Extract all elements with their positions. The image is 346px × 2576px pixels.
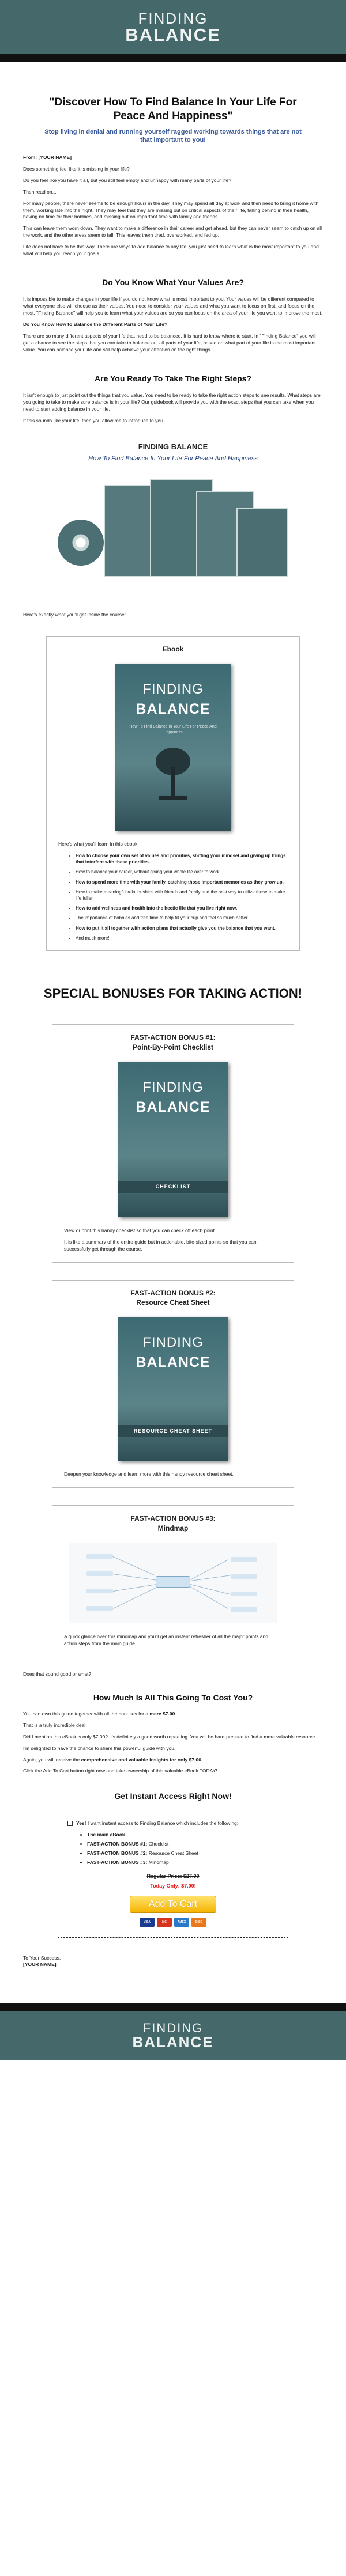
order-heading: Get Instant Access Right Now! <box>114 1791 232 1801</box>
bonus-1-title: FAST-ACTION BONUS #1: <box>130 1033 216 1042</box>
bonuses-heading: SPECIAL BONUSES FOR TAKING ACTION! <box>43 986 303 1001</box>
mindmap-node <box>231 1592 257 1596</box>
order-item-rest: Checklist <box>147 1840 169 1847</box>
ebook-benefit-item: • How to balance your career, without giving your whole life over to work. <box>76 869 288 875</box>
bonus-1-paragraph: It is like a summary of the entire guide but in actionable, bite-sized points so that you can successfully get through the course. <box>64 1238 257 1252</box>
bonus-1-subtitle: Point-By-Point Checklist <box>132 1043 213 1052</box>
ready-heading: Are You Ready To Take The Right Steps? <box>94 373 251 383</box>
ready-paragraph: If this sounds like your life, then you allow me to introduce to you... <box>23 417 167 423</box>
mindmap-link <box>113 1574 156 1581</box>
cost-paragraph: Did I mention this eBook is only $7.00? It's definitely a good worth repeating. You will be hard-pressed to find a more valuable resource. <box>23 1733 317 1740</box>
cover-band-label: RESOURCE CHEAT SHEET <box>118 1425 228 1437</box>
product-subtitle: How To Find Balance In Your Life For Peace And Happiness <box>88 455 258 463</box>
regular-price <box>67 1873 279 1880</box>
site-footer <box>0 2003 346 2060</box>
cover-title-line-2: BALANCE <box>136 1354 210 1370</box>
sound-good-line: Does that sound good or what? <box>23 1670 92 1677</box>
values-paragraph: There are so many different aspects of your life that need to be balanced. It is hard to know where to start. In "Finding Balance" you will get a chance to see the steps that you can take to balance out all parts of your life, based on what part of your life is the most important value. You can balance your life and still help achieve your attention on the right things. <box>23 333 316 353</box>
cost-paragraph <box>23 1711 323 1718</box>
intro-paragraph: This can leave them worn down. They want to make a difference in their career and get ahead, but they can never seem to catch up on all the work, and the other areas seem to fall. This leaves them tired, overworked, and fed up. <box>23 225 322 238</box>
mindmap-link <box>113 1588 156 1609</box>
page-headline: "Discover How To Find Balance In Your Life For Peace And Happiness" <box>49 96 297 122</box>
mindmap-link <box>190 1586 228 1609</box>
cover-title-line-1: FINDING <box>142 1079 204 1095</box>
cover-title-line-1: FINDING <box>142 1335 204 1351</box>
checklist-cover <box>118 1062 228 1217</box>
cost-heading: How Much Is All This Going To Cost You? <box>93 1693 253 1703</box>
cost-text: . <box>175 1711 176 1717</box>
cost-price: mere $7.00 <box>149 1711 175 1717</box>
mindmap-node <box>86 1571 113 1576</box>
cost-paragraph: Click the Add To Cart button right now and take ownership of this valuable eBook TODAY! <box>23 1768 217 1774</box>
bonus-3-paragraph: A quick glance over this mindmap and you'll get an instant refresher of all the major points and action steps from the main guide. <box>64 1633 269 1646</box>
ebook-box <box>46 636 300 951</box>
order-item <box>87 1850 279 1857</box>
add-to-cart-button[interactable]: Add To Cart <box>130 1896 216 1913</box>
bonus-3-title: FAST-ACTION BONUS #3: <box>130 1514 216 1523</box>
ebook-title: Ebook <box>162 645 184 654</box>
cover-title-line-2: BALANCE <box>136 1098 210 1115</box>
order-confirm-detail: I want instant access to Finding Balance which includes the following: <box>86 1820 239 1826</box>
balance-question: Do You Know How to Balance the Different Parts of Your Life? <box>23 321 168 328</box>
intro-paragraph: Does something feel like it is missing in your life? <box>23 165 130 172</box>
mindmap-node <box>86 1589 113 1593</box>
from-line: From: [YOUR NAME] <box>23 154 72 161</box>
cover-title-line-2: BALANCE <box>136 700 210 717</box>
ready-paragraph: It isn't enough to just point out the things that you value. You need to be ready to take the right action steps to see results. What steps are you going to take to make sure balance is in your life? Our guidebook will provide you with the exact steps that you can take when you need to start adding balance in your life. <box>23 392 321 412</box>
order-item <box>87 1859 279 1866</box>
bonus-3-subtitle: Mindmap <box>157 1524 189 1532</box>
payment-card-icon: DISC <box>191 1918 206 1927</box>
cost-paragraph: I'm delighted to have the chance to share this powerful guide with you. <box>23 1745 176 1751</box>
order-box <box>58 1812 288 1938</box>
cheatsheet-cover <box>118 1317 228 1461</box>
ebook-cover <box>115 664 231 831</box>
order-item-strong: The main eBook <box>87 1831 125 1838</box>
payment-cards <box>67 1918 279 1927</box>
regular-price-text: Regular Price: $27.00 <box>146 1873 200 1880</box>
footer-logo-line-2: BALANCE <box>132 2033 214 2051</box>
cover-band-label: CHECKLIST <box>118 1181 228 1193</box>
bonus-2-box <box>52 1280 294 1488</box>
cost-text: You can own this guide together with all the bonuses for a <box>23 1711 150 1717</box>
ebook-benefit-item: • How to spend more time with your family, catching those important memories as they grow up. <box>76 879 288 885</box>
intro-paragraph: Then read on... <box>23 188 57 195</box>
bonus-1-paragraph: View or print this handy checklist so that you can check off each point. <box>64 1228 216 1233</box>
order-item <box>87 1841 279 1848</box>
intro-paragraph: Life does not have to be this way. There are ways to add balance to any life, you just need to learn what is the most important to you and what will help you reach your goals. <box>23 244 319 256</box>
site-header <box>0 0 346 62</box>
order-item-strong: FAST-ACTION BONUS #3: <box>87 1859 148 1865</box>
ebook-benefit-item: • How to put it all together with action plans that actually give you the balance that you want. <box>76 925 288 931</box>
payment-card-icon: MC <box>157 1918 172 1927</box>
bonus-2-subtitle: Resource Cheat Sheet <box>136 1298 210 1307</box>
bonus-1-box <box>52 1024 294 1262</box>
signoff-name: [YOUR NAME] <box>23 1961 57 1968</box>
mindmap-node <box>86 1606 113 1611</box>
order-confirm-text <box>76 1820 238 1827</box>
mindmap-node <box>231 1574 257 1579</box>
order-item-strong: FAST-ACTION BONUS #2: <box>87 1850 148 1856</box>
bonus-2-paragraph: Deepen your knowledge and learn more with this handy resource cheat sheet. <box>64 1471 234 1478</box>
payment-card-icon: AMEX <box>174 1918 189 1927</box>
values-paragraph: It is impossible to make changes in your life if you do not know what is most important to you. Your values will be different compared to what everyone else will choose as their values. You need to consider your values and what you want to focus on first, and focus on the most. "Finding Balance" will help you to learn what your values are so you can focus on the area of your life you want to improve the most. <box>23 296 323 316</box>
mindmap-image <box>69 1543 277 1623</box>
mindmap-link <box>190 1559 228 1580</box>
mindmap-link <box>113 1556 155 1575</box>
mindmap-node <box>231 1607 257 1612</box>
course-intro: Here's exactly what you'll get inside the course: <box>23 612 126 618</box>
ebook-benefit-item: • How to make meaningful relationships with friends and family and the best way to utilize these to make life fuller. <box>76 889 288 901</box>
order-item-strong: FAST-ACTION BONUS #1: <box>87 1840 148 1847</box>
cover-title-line-1: FINDING <box>142 681 204 698</box>
bonus-3-box <box>52 1505 294 1657</box>
order-item-rest: Mindmap <box>147 1859 169 1865</box>
product-bundle-image <box>52 473 294 594</box>
ebook-benefit-item: • And much more! <box>76 935 288 941</box>
main-content <box>0 96 346 1968</box>
ebook-benefit-item: • How to add wellness and health into the hectic life that you live right now. <box>76 905 288 911</box>
order-item <box>87 1832 279 1839</box>
tree-icon <box>153 744 193 808</box>
bundle-book <box>236 508 288 577</box>
footer-logo-line-1: FINDING <box>142 2021 204 2036</box>
bonus-2-title: FAST-ACTION BONUS #2: <box>130 1289 216 1297</box>
bundle-cd-icon <box>58 520 104 566</box>
signoff-line: To Your Success, <box>23 1954 61 1961</box>
logo-line-1: FINDING <box>138 9 208 27</box>
ebook-benefit-item: • The importance of hobbies and free time to help fill your cup and feel so much better. <box>76 915 288 921</box>
logo-line-2: BALANCE <box>125 24 221 45</box>
cost-paragraph: That is a truly incredible deal! <box>23 1722 87 1728</box>
cover-subtitle: How To Find Balance In Your Life For Peace And Happiness <box>129 724 217 734</box>
cost-strong: comprehensive and valuable insights for only $7.00. <box>81 1756 203 1763</box>
order-item-rest: Resource Cheat Sheet <box>147 1850 198 1856</box>
ebook-benefits-list <box>76 853 288 941</box>
page-subheadline: Stop living in denial and running yourself ragged working towards things that are not that important to you! <box>44 128 302 143</box>
today-price: Today Only: $7.00! <box>150 1883 196 1889</box>
intro-paragraph: For many people, there never seems to be enough hours in the day. They may spend all day at work and then need to bring it home with them, working late into the night. They may feel that they are missing out on critical aspects of their life, falling behind in their health, having no time for their hobbies, and missing out on important time with family and friends. <box>23 200 319 220</box>
intro-paragraph: Do you feel like you have it all, but you still feel empty and unhappy with many parts of your life? <box>23 177 231 183</box>
order-confirm-yes: Yes! <box>76 1820 86 1826</box>
ebook-learn-intro: Here's what you'll learn in this ebook: <box>58 841 139 847</box>
payment-card-icon: VISA <box>140 1918 155 1927</box>
order-checkbox[interactable] <box>67 1821 73 1826</box>
cost-paragraph <box>23 1757 323 1764</box>
mindmap-node <box>231 1557 257 1562</box>
order-items-list <box>87 1832 279 1866</box>
ebook-benefit-item: • How to choose your own set of values and priorities, shifting your mindset and giving up things that interfere with these priorities. <box>76 853 288 865</box>
mindmap-center-node <box>156 1576 190 1588</box>
order-confirm-row <box>67 1820 279 1827</box>
intro-section <box>23 166 323 257</box>
product-title: FINDING BALANCE <box>138 442 208 451</box>
mindmap-node <box>86 1554 113 1559</box>
cost-text: Again, you will receive the <box>23 1756 81 1763</box>
values-heading: Do You Know What Your Values Are? <box>102 277 244 287</box>
